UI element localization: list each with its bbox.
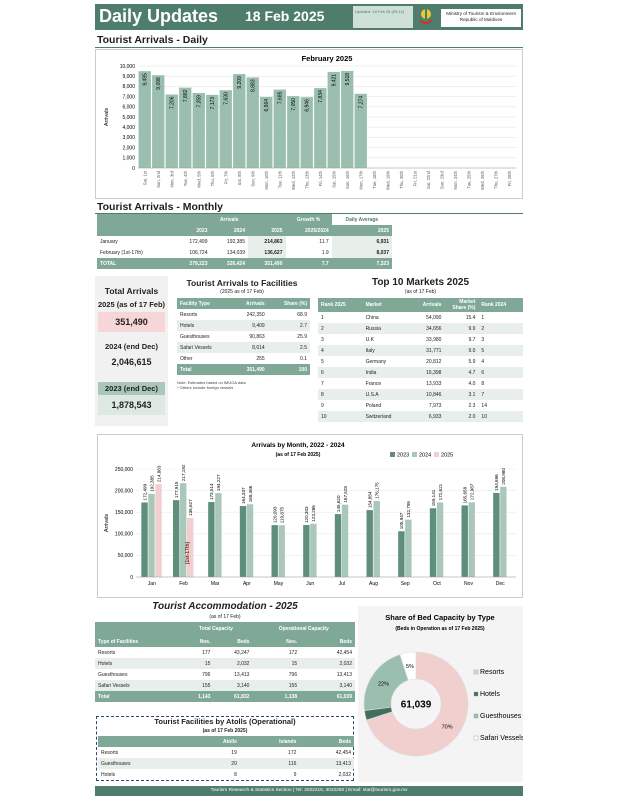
x-tick-label: Mon, 17th bbox=[358, 171, 364, 190]
data-label: 194,227 bbox=[216, 474, 222, 492]
table-row: Hotels 8 9 2,032 bbox=[101, 771, 351, 778]
x-tick-label: Fri, 28th bbox=[506, 171, 512, 187]
bar bbox=[430, 508, 436, 577]
y-tick-label: 10,000 bbox=[119, 63, 135, 70]
legend-label: 2025 bbox=[441, 452, 454, 459]
data-label: 165,658 bbox=[462, 486, 468, 504]
chart-title: February 2025 bbox=[301, 54, 353, 63]
data-label: 7,630 bbox=[223, 92, 230, 105]
emblem-icon bbox=[417, 6, 435, 28]
data-label: 172,499 bbox=[142, 483, 148, 501]
data-label: 173,514 bbox=[209, 483, 215, 501]
chart-title: Arrivals by Month, 2022 - 2024 bbox=[251, 442, 345, 449]
data-label: 167,528 bbox=[342, 486, 348, 503]
table-row: 9 Poland 7,973 2.3 14 bbox=[321, 402, 487, 409]
x-tick-label: Mon, 3rd bbox=[169, 171, 175, 188]
total-2023-value: 1,878,543 bbox=[98, 395, 165, 415]
x-tick-label: Sun, 23rd bbox=[439, 171, 445, 190]
data-label: 164,337 bbox=[240, 487, 246, 505]
table-row: Safari Vessels 8,614 2.5 bbox=[177, 342, 310, 353]
table-row: Other 255 0.1 bbox=[180, 355, 307, 362]
data-label: 168,366 bbox=[247, 485, 253, 503]
page-title: Daily Updates bbox=[99, 6, 219, 26]
x-tick-label: Thu, 13th bbox=[304, 171, 310, 189]
data-label: 177,915 bbox=[174, 481, 179, 499]
chart-title: Share of Bed Capacity by Type bbox=[385, 613, 495, 622]
data-label: 172,987 bbox=[469, 483, 475, 501]
bar bbox=[398, 531, 404, 577]
data-label: 123,286 bbox=[311, 505, 317, 522]
total-2024-label: 2024 (end Dec) bbox=[105, 342, 158, 351]
table-row: 6 India 16,398 4.7 6 bbox=[318, 367, 523, 378]
data-label: 7,206 bbox=[169, 96, 176, 110]
data-label: 8,883 bbox=[250, 79, 257, 92]
bed-capacity-donut-chart bbox=[358, 606, 523, 782]
monthly-section-title: Tourist Arrivals - Monthly bbox=[97, 201, 224, 213]
header-banner bbox=[95, 4, 523, 30]
bar bbox=[272, 525, 278, 577]
data-label: 132,795 bbox=[406, 501, 412, 518]
bar bbox=[141, 502, 147, 577]
table-row: Safari Vessels 155 3,140 155 3,140 bbox=[95, 680, 355, 691]
data-label: 7,834 bbox=[318, 90, 325, 103]
x-tick-label: Sun, 16th bbox=[344, 171, 350, 189]
facilities-subtitle: (2025 as of 17 Feb) bbox=[220, 289, 264, 295]
atolls-table: Atolls Islands Beds Resorts 19 172 42,454 Guesthouses 20 116 13,413 Hotels 8 9 2,032 bbox=[98, 736, 354, 780]
x-tick-label: May bbox=[273, 581, 284, 587]
x-tick-label: Tue, 4th bbox=[182, 171, 188, 187]
data-label: 7,685 bbox=[277, 91, 284, 105]
facilities-table: Facility Type Arrivals Share (%) Resorts 242,350 68.9 Hotels 9,409 2.7 Guesthouses 90,863 25.9 Safari Vessels 8,614 2.5 Other 255 0.1 Total 351,490 100 bbox=[177, 298, 310, 375]
y-tick-label: 6,000 bbox=[122, 104, 135, 111]
bar bbox=[500, 487, 506, 577]
data-label: 120,303 bbox=[304, 506, 310, 524]
legend-label: Hotels bbox=[480, 691, 500, 698]
data-label: 7,050 bbox=[291, 98, 298, 111]
table-row: 3 U.K 33,980 9.7 3 bbox=[321, 336, 485, 343]
center-total: 61,039 bbox=[400, 699, 432, 711]
x-tick-label: Sat, 15th bbox=[331, 171, 337, 188]
legend-label: Resorts bbox=[480, 669, 505, 676]
table-row: Hotels 15 2,032 15 2,032 bbox=[95, 658, 355, 669]
table-row: February (1st-17th) 106,724 134,039 136,627 1.9 8,037 bbox=[97, 247, 392, 258]
y-tick-label: 50,000 bbox=[117, 553, 133, 560]
bar bbox=[148, 494, 154, 577]
legend-label: Safari Vessels bbox=[480, 735, 523, 742]
bar bbox=[240, 506, 246, 577]
bar bbox=[208, 502, 214, 577]
table-row: 5 Germany 20,812 5.9 4 bbox=[321, 358, 485, 365]
daily-arrivals-chart bbox=[96, 50, 522, 198]
table-row: 1 China 54,090 15.4 1 bbox=[321, 314, 485, 321]
top10-title: Top 10 Markets 2025 bbox=[371, 277, 470, 288]
y-tick-label: 7,000 bbox=[122, 94, 135, 101]
y-tick-label: 5,000 bbox=[122, 114, 135, 121]
legend-swatch bbox=[434, 452, 439, 457]
bar bbox=[303, 525, 309, 577]
y-tick-label: 250,000 bbox=[114, 466, 133, 473]
table-row: Resorts 242,350 68.9 bbox=[180, 311, 307, 318]
table-row: 7 France 13,933 4.0 8 bbox=[321, 380, 485, 387]
x-tick-label: Tue, 18th bbox=[371, 171, 377, 189]
table-row: Total 351,490 100 bbox=[177, 364, 310, 375]
table-row: Total 1,143 61,832 1,138 61,039 bbox=[95, 691, 355, 702]
x-tick-label: Dec bbox=[495, 581, 505, 587]
total-2023-label: 2023 (end Dec) bbox=[98, 382, 165, 395]
data-label: 119,875 bbox=[279, 506, 285, 524]
x-tick-label: Wed, 26th bbox=[479, 171, 485, 191]
slice-label: 70% bbox=[441, 724, 453, 731]
bar bbox=[335, 514, 341, 577]
data-label: 154,854 bbox=[367, 491, 373, 509]
x-tick-label: Wed, 19th bbox=[385, 171, 391, 191]
y-axis-label: Arrivals bbox=[104, 513, 110, 533]
x-tick-label: Thu, 27th bbox=[493, 171, 499, 189]
data-label: 9,495 bbox=[142, 73, 149, 86]
bar bbox=[310, 524, 316, 577]
y-tick-label: 3,000 bbox=[122, 135, 135, 142]
bed-capacity-panel bbox=[358, 606, 523, 782]
chart-subtitle: (Beds in Operation as of 17 Feb 2025) bbox=[395, 626, 485, 632]
bar bbox=[374, 501, 380, 577]
updated-stamp: Updated: 18 Feb 25 (09:12) bbox=[353, 6, 413, 28]
table-row: Guesthouses 90,863 25.9 bbox=[180, 333, 307, 340]
bar bbox=[437, 502, 443, 577]
table-row: 10 Switzerland 6,933 2.0 10 bbox=[318, 411, 523, 422]
table-row: Hotels 9,409 2.7 bbox=[177, 320, 310, 331]
table-row: 4 Italy 31,771 9.0 5 bbox=[318, 345, 523, 356]
data-label: 105,947 bbox=[399, 512, 405, 530]
slice-label: 22% bbox=[377, 681, 390, 688]
x-tick-label: Fri, 14th bbox=[317, 171, 323, 187]
bar bbox=[173, 500, 179, 577]
table-row: 8 U.S.A 10,846 3.1 7 bbox=[318, 389, 523, 400]
x-tick-label: Thu, 6th bbox=[209, 171, 215, 187]
total-arrivals-panel bbox=[95, 276, 168, 426]
x-tick-label: Jan bbox=[147, 581, 156, 587]
table-row: Resorts 19 172 42,454 bbox=[101, 749, 351, 756]
data-label: 208,980 bbox=[501, 468, 507, 485]
data-label: 145,620 bbox=[335, 495, 341, 513]
top10-table: Rank 2025 Market Arrivals Market Share (%) Rank 2024 1 China 54,090 15.4 1 2 Russia 34,656 9.9 2 3 U.K 33,980 9.7 3 4 Italy 31,771 9.0 5 5 Germany 20,812 5.9 4 6 India 16,398 4.7 6 7 France 13,933 4.0 8 8 U.S.A 10,846 3.1 7 9 Poland 7,973 2.3 14 10 Switzerland 6,933 2.0 10 bbox=[318, 298, 523, 422]
x-tick-label: Wed, 12th bbox=[290, 171, 296, 191]
data-label: 9,098 bbox=[156, 77, 163, 90]
x-tick-label: Sat, 8th bbox=[236, 171, 242, 186]
data-label: 159,141 bbox=[430, 489, 436, 507]
accommodation-title: Tourist Accommodation - 2025 bbox=[152, 601, 298, 612]
data-label: 6,964 bbox=[264, 98, 271, 112]
x-tick-label: Apr bbox=[242, 581, 251, 587]
x-tick-label: Thu, 20th bbox=[398, 171, 404, 189]
x-tick-label: Mar bbox=[210, 581, 220, 587]
table-row: TOTAL 279,223 326,424 351,490 7.7 7,323 bbox=[97, 258, 392, 269]
top10-subtitle: (as of 17 Feb) bbox=[404, 289, 437, 295]
data-label: 9,421 bbox=[331, 73, 338, 87]
data-label: 120,093 bbox=[272, 506, 278, 524]
legend-swatch bbox=[474, 714, 478, 718]
x-tick-label: Mon, 24th bbox=[452, 171, 458, 190]
annotation: (1st-17th) bbox=[185, 541, 191, 565]
legend-label: 2024 bbox=[419, 452, 432, 459]
y-tick-label: 150,000 bbox=[114, 510, 133, 516]
data-label: 7,274 bbox=[358, 95, 365, 109]
x-tick-label: Jul bbox=[338, 581, 346, 587]
y-tick-label: 8,000 bbox=[122, 84, 135, 91]
bar bbox=[155, 484, 161, 577]
y-tick-label: 1,000 bbox=[122, 155, 135, 162]
data-label: 136,627 bbox=[188, 499, 193, 516]
data-label: 217,192 bbox=[181, 464, 186, 482]
x-tick-label: Mon, 10th bbox=[263, 171, 269, 190]
total-2024-value: 2,046,615 bbox=[111, 357, 152, 367]
footer-bar: Tourism Research & Statistics Section | Tel: 3022216, 3022250 | Email: stat@tourism.gov.mv bbox=[95, 786, 523, 796]
x-tick-label: Jun bbox=[306, 581, 315, 587]
legend-swatch bbox=[474, 736, 478, 740]
total-arrivals-title: Total Arrivals bbox=[104, 286, 159, 296]
x-tick-label: Wed, 5th bbox=[196, 171, 202, 188]
y-tick-label: 4,000 bbox=[122, 125, 135, 131]
bar bbox=[342, 505, 348, 577]
data-label: 194,696 bbox=[494, 474, 500, 491]
x-tick-label: Sat, 1st bbox=[142, 171, 148, 186]
divider bbox=[95, 47, 523, 48]
total-2025-label: 2025 (as of 17 Feb) bbox=[97, 300, 166, 309]
data-label: 214,863 bbox=[156, 465, 162, 483]
data-label: 6,946 bbox=[304, 99, 311, 112]
data-label: 176,175 bbox=[374, 482, 380, 499]
bar bbox=[493, 493, 499, 577]
accommodation-subtitle: (as of 17 Feb) bbox=[209, 614, 241, 620]
legend-swatch bbox=[412, 452, 417, 457]
report-date: 18 Feb 2025 bbox=[245, 8, 325, 24]
slice-label: 5% bbox=[406, 663, 414, 670]
facilities-title: Tourist Arrivals to Facilities bbox=[186, 278, 298, 288]
bar bbox=[462, 505, 468, 577]
bar bbox=[367, 510, 373, 577]
x-tick-label: Fri, 21st bbox=[412, 171, 418, 187]
table-row: 2 Russia 34,656 9.9 2 bbox=[318, 323, 523, 334]
bar bbox=[247, 504, 253, 577]
table-row: Guesthouses 796 13,413 796 13,413 bbox=[98, 671, 352, 678]
daily-section-title: Tourist Arrivals - Daily bbox=[97, 34, 208, 46]
legend-swatch bbox=[390, 452, 395, 457]
x-tick-label: Sun, 9th bbox=[250, 171, 256, 187]
bar bbox=[279, 525, 285, 577]
atolls-title: Tourist Facilities by Atolls (Operational) bbox=[154, 717, 296, 726]
monthly-chart-frame bbox=[97, 434, 523, 598]
legend-label: 2023 bbox=[397, 452, 410, 459]
y-tick-label: 0 bbox=[130, 574, 133, 581]
y-axis-label: Arrivals bbox=[104, 107, 110, 127]
table-row: Resorts 177 43,247 172 42,454 bbox=[98, 649, 352, 656]
total-2025-value: 351,490 bbox=[98, 312, 165, 332]
data-label: 9,209 bbox=[237, 76, 244, 89]
data-label: 7,882 bbox=[183, 89, 190, 103]
data-label: 172,621 bbox=[437, 483, 443, 501]
x-tick-label: Tue, 11th bbox=[277, 171, 283, 189]
data-label: 7,359 bbox=[196, 94, 203, 108]
bar bbox=[469, 502, 475, 577]
chart-subtitle: (as of 17 Feb 2025) bbox=[275, 452, 321, 458]
x-tick-label: Nov bbox=[464, 581, 473, 587]
x-tick-label: Sep bbox=[400, 581, 410, 587]
monthly-table: Arrivals Growth % Daily Average 2023 2024 2025 2025/2024 2025 January 172,499 192,385 214,863 11.7 6,931 February (1st-17th) 106,724 134,039 136,627 1.9 8,037 TOTAL 279,223 326,424 351,490 7.7 7,323 bbox=[97, 214, 392, 269]
y-tick-label: 200,000 bbox=[114, 488, 133, 495]
data-label: 7,173 bbox=[210, 96, 217, 110]
facilities-note: Note: Estimates based on IMUGA data * Others include foreign vessels bbox=[177, 380, 246, 390]
table-row: Guesthouses 20 116 13,413 bbox=[98, 758, 354, 769]
data-label: 192,385 bbox=[149, 475, 155, 492]
bar bbox=[405, 520, 411, 577]
x-tick-label: Aug bbox=[369, 581, 378, 587]
legend-label: Guesthouses bbox=[480, 713, 522, 720]
monthly-arrivals-chart bbox=[98, 435, 522, 597]
accommodation-table: Total Capacity Operational Capacity Type of Facilities Nos. Beds Nos. Beds Resorts 177 43,247 172 42,454 Hotels 15 2,032 15 2,032 Guesthouses 796 13,413 796 13,413 Safari Vessels 155 3,140 155 3,140 Total 1,143 61,832 1,138 61,039 bbox=[95, 622, 355, 702]
table-row: January 172,499 192,385 214,863 11.7 6,931 bbox=[97, 236, 392, 247]
data-label: 9,518 bbox=[345, 72, 352, 86]
x-tick-label: Feb bbox=[179, 581, 188, 587]
legend-swatch bbox=[474, 692, 478, 696]
x-tick-label: Tue, 25th bbox=[466, 171, 472, 189]
y-tick-label: 2,000 bbox=[122, 145, 135, 152]
ministry-label: Ministry of Tourism & Environment Republic of Maldives bbox=[441, 9, 521, 27]
daily-chart-frame bbox=[95, 49, 523, 199]
y-tick-label: 9,000 bbox=[122, 74, 135, 80]
y-tick-label: 0 bbox=[132, 165, 135, 172]
x-tick-label: Sun, 2nd bbox=[155, 171, 161, 188]
x-tick-label: Sat, 22nd bbox=[425, 171, 431, 189]
atolls-subtitle: (as of 17 Feb 2025) bbox=[202, 728, 248, 734]
y-tick-label: 100,000 bbox=[114, 531, 133, 538]
bar bbox=[215, 493, 221, 577]
legend-swatch bbox=[474, 670, 478, 674]
x-tick-label: Oct bbox=[432, 581, 441, 587]
x-tick-label: Fri, 7th bbox=[223, 171, 229, 185]
